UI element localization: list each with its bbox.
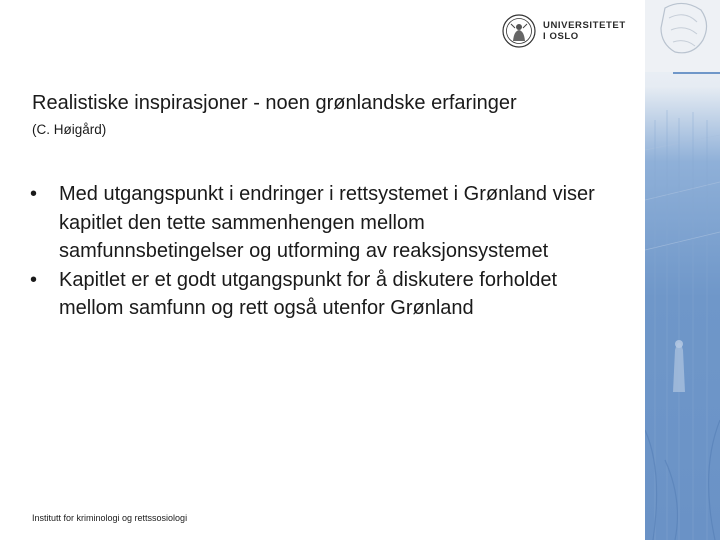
- slide-author: (C. Høigård): [32, 122, 107, 137]
- slide-title: Realistiske inspirasjoner - noen grønlandske erfaringer: [32, 92, 517, 114]
- university-logo: [502, 14, 642, 52]
- university-name-line2: I OSLO: [543, 31, 579, 42]
- bullet-list: [30, 180, 605, 323]
- university-name: [543, 20, 626, 42]
- university-name-line1: UNIVERSITETET: [543, 20, 626, 31]
- bullet-text: Med utgangspunkt i endringer i rettsystemet i Grønland viser kapitlet den tette sammenhengen mellom samfunnsbetingelser og utforming av reaksjonsystemet: [59, 183, 595, 262]
- footer-department: Institutt for kriminologi og rettssosiologi: [32, 513, 188, 523]
- university-seal-icon: [502, 14, 536, 48]
- bullet-marker: •: [30, 183, 38, 205]
- bullet-item: [30, 180, 605, 266]
- bullet-item: [30, 266, 605, 323]
- decorative-sidebar: [645, 0, 720, 540]
- bullet-text: Kapitlet er et godt utgangspunkt for å diskutere forholdet mellom samfunn og rett også utenfor Grønland: [59, 268, 558, 319]
- bullet-marker: •: [30, 268, 38, 291]
